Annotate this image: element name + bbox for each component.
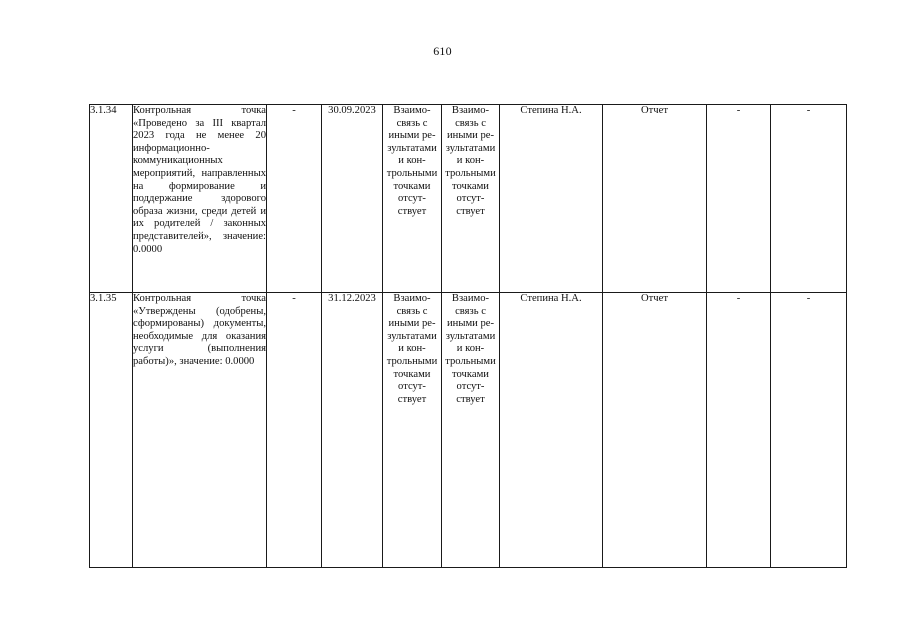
row-number: 3.1.35: [90, 293, 133, 568]
row-description: Контрольная точка «Проведено за III квартал 2023 года не менее 20 информационно-коммуникационных мероприятий, направленных на формирование и поддержание здорового образа жизни, среди детей и их родителей / законных представителей», значение: 0.0000: [133, 105, 267, 293]
row-col10: -: [771, 105, 847, 293]
row-col10: -: [771, 293, 847, 568]
row-responsible: Степина Н.А.: [500, 105, 603, 293]
row-doc-type: Отчет: [603, 293, 707, 568]
row-doc-type: Отчет: [603, 105, 707, 293]
row-col3: -: [267, 293, 322, 568]
row-col3: -: [267, 105, 322, 293]
row-relation-2: Взаимо- связь с иными ре- зультатами и кон- трольными точками отсут- ствует: [442, 293, 500, 568]
row-col9: -: [707, 105, 771, 293]
row-description: Контрольная точка «Утверждены (одобрены, сформированы) документы, необходимые для оказания услуги (выполнения работы)», значение: 0.0000: [133, 293, 267, 568]
page-number: 610: [433, 44, 452, 58]
row-col9: -: [707, 293, 771, 568]
row-relation-1: Взаимо- связь с иными ре- зультатами и кон- трольными точками отсут- ствует: [383, 293, 442, 568]
row-date: 30.09.2023: [322, 105, 383, 293]
row-number: 3.1.34: [90, 105, 133, 293]
row-date: 31.12.2023: [322, 293, 383, 568]
table-row: [90, 293, 847, 568]
row-relation-2: Взаимо- связь с иными ре- зультатами и кон- трольными точками отсут- ствует: [442, 105, 500, 293]
control-points-table: [89, 104, 847, 568]
row-relation-1: Взаимо- связь с иными ре- зультатами и кон- трольными точками отсут- ствует: [383, 105, 442, 293]
row-responsible: Степина Н.А.: [500, 293, 603, 568]
table-row: [90, 105, 847, 293]
